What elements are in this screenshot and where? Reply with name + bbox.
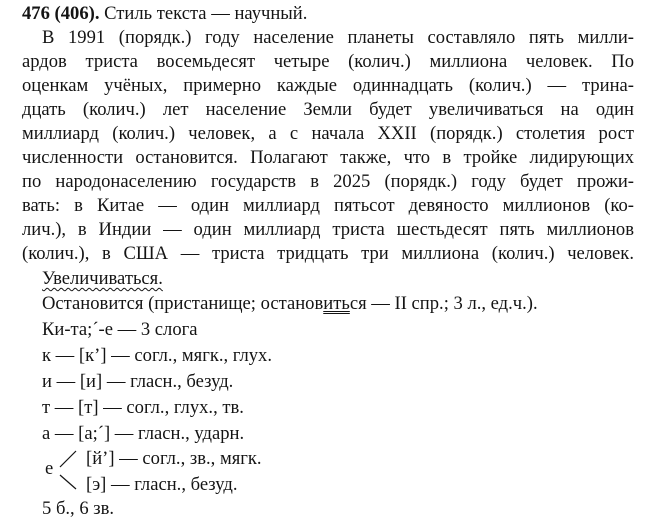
- ostanovitsya-conjugation: ся — II спр.; 3 л., ед.ч.).: [349, 293, 538, 314]
- text-line: численности остановится. Полагают также, что в тройке лидирующих: [22, 147, 634, 168]
- phonetic-row: и — [и] — гласн., безуд.: [42, 371, 234, 392]
- text-line: по народонаселению государств в 2025 (порядк.) году будет прожи-: [22, 171, 634, 192]
- text-line: вать: в Китае — один миллиард пятьсот девяносто миллионов (ко-: [22, 195, 634, 216]
- text-line: (колич.), в США — триста тридцать три миллиона (колич.) человек.: [22, 243, 634, 264]
- exercise-number: 476 (406).: [22, 3, 100, 24]
- text-line: лич.), в Индии — один миллиард триста шестьдесят пять миллионов: [22, 219, 634, 240]
- phonetic-row-e1: [й’] — согл., зв., мягк.: [86, 448, 262, 469]
- phonetic-row: т — [т] — согл., глух., тв.: [42, 397, 244, 418]
- syllable-count: Ки-та;´-е — 3 слога: [42, 319, 198, 340]
- text-line: В 1991 (порядк.) году население планеты составляло пять милли-: [42, 27, 634, 48]
- brace-line-up: [60, 451, 76, 467]
- text-line: ардов триста восемьдесят четыре (колич.) миллиона человек. По: [22, 51, 634, 72]
- phonetic-row-e2: [э] — гласн., безуд.: [86, 474, 238, 495]
- phonetic-letter-e: е: [45, 458, 54, 479]
- analysis-word-uvelichivatsya: Увеличиваться.: [42, 268, 163, 289]
- brace-line-down: [60, 475, 76, 489]
- letters-sounds-summary: 5 б., 6 зв.: [42, 498, 115, 519]
- verb-ending-underlined: ить: [323, 293, 350, 314]
- text-line: оценкам учёных, примерно каждые одиннадцать (колич.) — трина-: [22, 75, 634, 96]
- text-line: миллиард (колич.) человек, а с начала XXII (порядк.) столетия рост: [22, 123, 634, 144]
- analysis-ostanovitsya: [42, 292, 538, 316]
- exercise-header: [22, 2, 634, 26]
- text-line: дцать (колич.) лет население Земли будет увеличиваться на один: [22, 99, 634, 120]
- phonetic-row: к — [к’] — согл., мягк., глух.: [42, 345, 273, 366]
- phonetic-row: а — [а;´] — гласн., ударн.: [42, 423, 245, 444]
- ostanovitsya-text: Остановится (пристанище; останов: [42, 293, 324, 314]
- exercise-style-line: Стиль текста — научный.: [99, 3, 308, 24]
